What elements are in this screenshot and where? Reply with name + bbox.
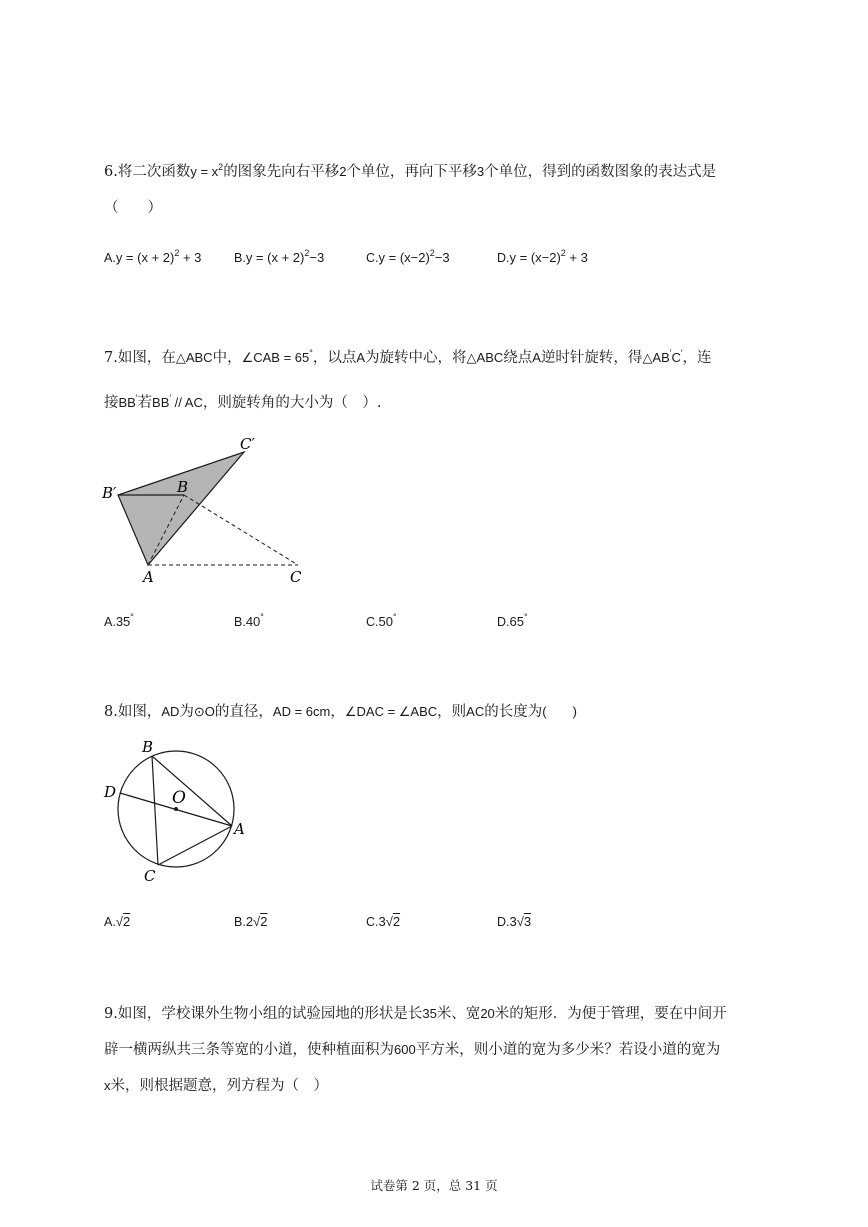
q8-stem: 8.如图，AD为⊙O的直径，AD = 6cm，∠DAC = ∠ABC，则AC的长度为( ) [104,704,577,720]
q6-text: 个单位，再向下平移 [346,164,477,180]
page-footer: 试卷第 2 页，总 31 页 [370,1178,498,1193]
q9-stem-line2: 辟一横两纵共三条等宽的小道，使种植面积为600平方米，则小道的宽为多少米？若设小道的宽为 [104,1042,721,1058]
q6-option-a[interactable]: $A.y = (x + 2)^2 + 3$ [104,248,202,265]
q8-label-c: C [144,867,156,885]
q7-option-d[interactable]: D.65° [497,612,528,629]
q6-stem-line1 [104,162,716,182]
q8-label-b: B [142,738,154,756]
q7-label-a: A [143,568,154,586]
q6-text: 的图象先向右平移 [223,164,340,180]
q6-shift-right: 2 [339,164,347,179]
q8-segment-bc [152,756,158,865]
q6-shift-down: 3 [476,164,485,179]
q7-option-c[interactable]: C.50° [366,612,397,629]
q7-option-a[interactable]: A.35° [104,612,134,629]
q8-option-c[interactable]: C.3√2 [366,914,401,929]
q7-segment-bc [184,495,298,565]
q8-label-o: O [172,788,186,808]
q7-rotation-figure [100,430,320,590]
q8-label-a: A [234,820,245,838]
q8-label-d: D [104,783,117,801]
q6-func: $y = x^2$ [190,162,224,179]
q6-option-c[interactable]: $C.y = (x-2)^2-3$ [366,248,450,265]
q6-text: 个单位，得到的函数图象的表达式是 [484,164,717,180]
q8-option-a[interactable]: A.√2 [104,914,131,929]
q7-label-c: C [290,568,302,586]
q7-stem-line2: 接BB′若BB′ // AC，则旋转角的大小为（ ）. [104,393,382,411]
q8-segment-ba [152,756,232,826]
q7-label-b: B [177,478,189,496]
q7-label-cprime: C′ [240,435,255,453]
q7-option-b[interactable]: B.40° [234,612,264,629]
q8-circle-figure [100,735,260,885]
q8-option-b[interactable]: B.2√2 [234,914,268,929]
q6-text: 6.将二次函数 [104,164,191,180]
q6-option-d[interactable]: $D.y = (x-2)^2 + 3$ [497,248,588,265]
q7-label-bprime: B′ [102,484,117,502]
q7-stem-line1: 7.如图，在△ABC中，∠CAB = 65°，以点A为旋转中心，将△ABC绕点A逆时针旋转，得△AB′C′，连 [104,348,712,366]
q6-option-b[interactable]: $B.y = (x + 2)^2-3$ [234,248,325,265]
q6-paren: （ ） [104,200,162,216]
q7-rotated-triangle [118,452,244,565]
q9-stem-line3: x米，则根据题意，列方程为（ ） [104,1078,328,1094]
q9-stem-line1: 9.如图，学校课外生物小组的试验园地的形状是长35米、宽20米的矩形．为便于管理，要在中间开 [104,1006,727,1022]
q8-option-d[interactable]: D.3√3 [497,914,532,929]
